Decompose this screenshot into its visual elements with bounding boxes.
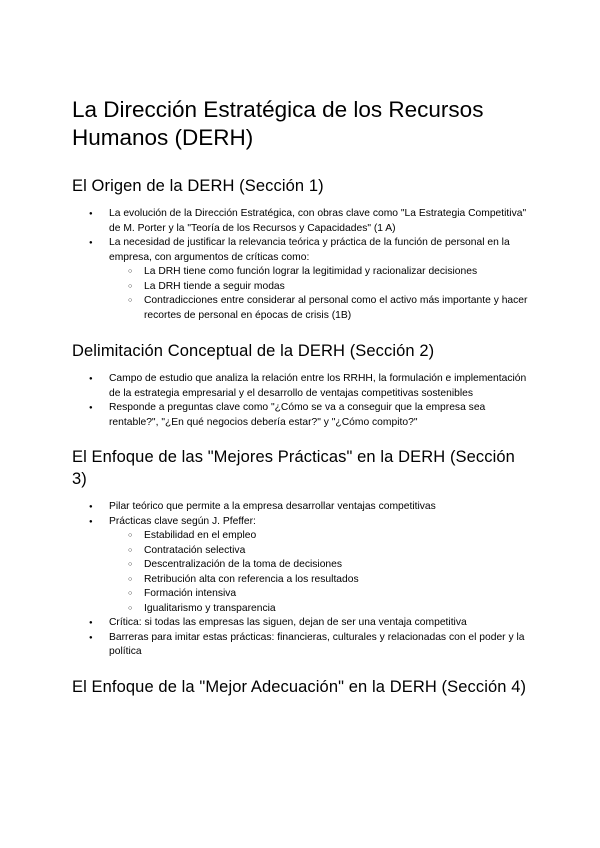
section-mejores-practicas — [72, 446, 532, 660]
list-item-text: Responde a preguntas clave como "¿Cómo se va a conseguir que la empresa sea rentable?", "¿En qué negocios debería estar?" y "¿Cómo compito?" — [109, 402, 486, 428]
bullet-list — [72, 207, 532, 323]
section-heading: El Enfoque de la "Mejor Adecuación" en la DERH (Sección 4) — [72, 677, 527, 696]
sub-list-item: ○ La DRH tiene como función lograr la legitimidad y racionalizar decisiones — [109, 265, 532, 280]
list-item — [72, 515, 532, 617]
sub-bullet-list — [109, 265, 532, 323]
list-item — [72, 207, 532, 236]
bullet-list — [72, 500, 532, 660]
list-item — [72, 401, 532, 430]
list-item — [72, 631, 532, 660]
section-heading: El Enfoque de las "Mejores Prácticas" en la DERH (Sección 3) — [72, 448, 515, 488]
list-item-text: Crítica: si todas las empresas las siguen, dejan de ser una ventaja competitiva — [109, 617, 467, 628]
sub-list-item: ○ Contratación selectiva — [109, 544, 532, 559]
list-item-text: La evolución de la Dirección Estratégica, con obras clave como "La Estrategia Competitiva" de M. Porter y la "Teoría de los Recursos y Capacidades" (1 A) — [109, 208, 527, 234]
sub-list-item: ○ Igualitarismo y transparencia — [109, 602, 532, 617]
list-item — [72, 236, 532, 323]
sub-list-item: ○ Descentralización de la toma de decisiones — [109, 558, 532, 573]
section-heading: El Origen de la DERH (Sección 1) — [72, 177, 324, 195]
sub-list-item: ○ Estabilidad en el empleo — [109, 529, 532, 544]
list-item-text: Pilar teórico que permite a la empresa desarrollar ventajas competitivas — [109, 501, 436, 512]
document-page — [72, 96, 532, 716]
document-title: La Dirección Estratégica de los Recursos Humanos (DERH) — [72, 97, 484, 150]
section-delimitacion — [72, 340, 532, 430]
section-mejor-adecuacion — [72, 676, 532, 698]
sub-bullet-list — [109, 529, 532, 616]
list-item — [72, 372, 532, 401]
section-origen — [72, 175, 532, 323]
sub-list-item: ○ Formación intensiva — [109, 587, 532, 602]
list-item-text: Campo de estudio que analiza la relación entre los RRHH, la formulación e implementación de la estrategia empresarial y el desarrollo de ventajas competitivas sostenibles — [109, 373, 527, 399]
bullet-list — [72, 372, 532, 430]
list-item — [72, 500, 532, 515]
list-item-text: Barreras para imitar estas prácticas: financieras, culturales y relacionadas con el poder y la política — [109, 631, 525, 657]
list-item — [72, 616, 532, 631]
sub-list-item: ○ La DRH tiende a seguir modas — [109, 280, 532, 295]
list-item-text: La necesidad de justificar la relevancia teórica y práctica de la función de personal en la empresa, con argumentos de críticas como: — [109, 237, 510, 263]
section-heading: Delimitación Conceptual de la DERH (Sección 2) — [72, 342, 435, 360]
sub-list-item: ○ Retribución alta con referencia a los resultados — [109, 573, 532, 588]
list-item-text: Prácticas clave según J. Pfeffer: — [109, 515, 256, 527]
sub-list-item: ○ Contradicciones entre considerar al personal como el activo más importante y hacer recortes de personal en épocas de crisis (1B) — [109, 294, 532, 323]
